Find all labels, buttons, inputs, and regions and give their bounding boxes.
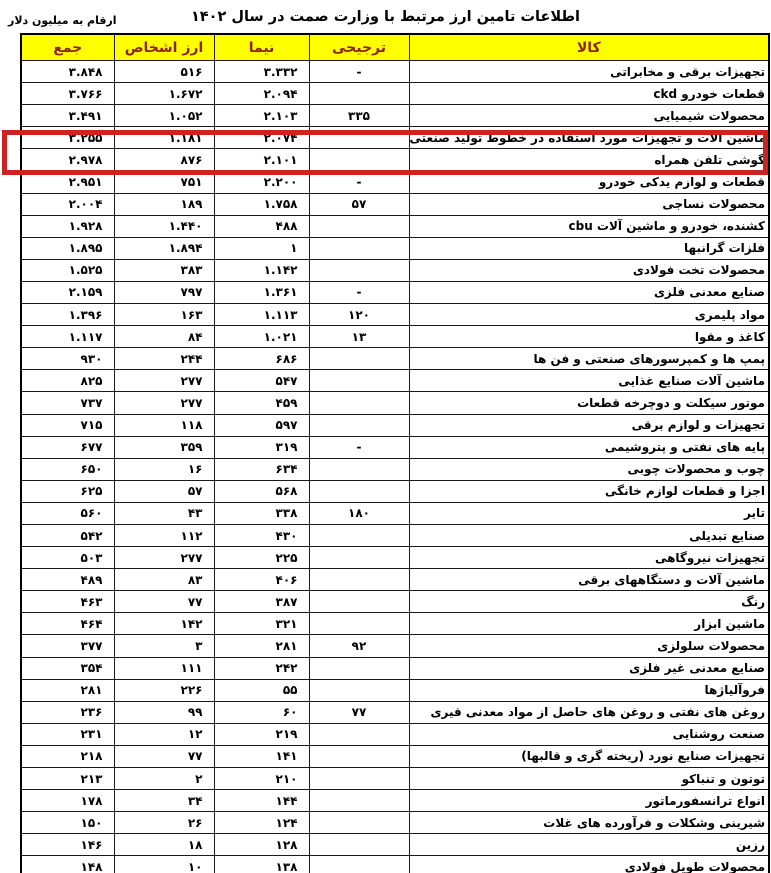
cell-personal: ۷۷ (114, 591, 214, 613)
cell-goods: فلزات گرانبها (409, 237, 769, 259)
cell-total: ۱.۸۹۵ (21, 237, 114, 259)
cell-personal: ۱.۴۴۰ (114, 215, 214, 237)
table-row (21, 127, 769, 149)
cell-personal: ۱۱۸ (114, 414, 214, 436)
cell-personal: ۹۹ (114, 701, 214, 723)
cell-personal: ۲۴۴ (114, 348, 214, 370)
table-row (21, 569, 769, 591)
cell-personal: ۱۶ (114, 458, 214, 480)
cell-total: ۱۷۸ (21, 790, 114, 812)
table-row (21, 326, 769, 348)
cell-total: ۳۷۷ (21, 635, 114, 657)
cell-preferential: ۱۸۰ (309, 502, 409, 524)
cell-total: ۳.۲۵۵ (21, 127, 114, 149)
cell-preferential (309, 83, 409, 105)
cell-preferential: ۳۳۵ (309, 105, 409, 127)
unit-note: ارقام به میلیون دلار (8, 14, 117, 27)
cell-goods: کاغذ و مقوا (409, 326, 769, 348)
cell-preferential (309, 768, 409, 790)
cell-preferential (309, 370, 409, 392)
table-body (21, 61, 769, 873)
cell-preferential (309, 215, 409, 237)
cell-nima: ۲۱۰ (214, 768, 309, 790)
cell-personal: ۲۶ (114, 812, 214, 834)
cell-nima: ۱۳۸ (214, 856, 309, 873)
cell-preferential (309, 856, 409, 873)
table-row (21, 745, 769, 767)
cell-total: ۶۷۷ (21, 436, 114, 458)
currency-table (20, 33, 770, 873)
cell-total: ۲۱۳ (21, 768, 114, 790)
cell-personal: ۵۱۶ (114, 61, 214, 83)
cell-total: ۲.۹۷۸ (21, 149, 114, 171)
cell-nima: ۳۲۱ (214, 613, 309, 635)
cell-goods: تجهیزات برقی و مخابراتی (409, 61, 769, 83)
table-row (21, 304, 769, 326)
cell-total: ۵۴۲ (21, 524, 114, 546)
cell-goods: پمپ ها و کمپرسورهای صنعتی و فن ها (409, 348, 769, 370)
cell-goods: کشنده، خودرو و ماشین آلات cbu (409, 215, 769, 237)
cell-personal: ۴۳ (114, 502, 214, 524)
table-row (21, 193, 769, 215)
table-row (21, 83, 769, 105)
cell-goods: چوب و محصولات چوبی (409, 458, 769, 480)
cell-nima: ۳.۳۳۲ (214, 61, 309, 83)
table-row (21, 524, 769, 546)
cell-personal: ۱.۱۸۱ (114, 127, 214, 149)
cell-total: ۶۵۰ (21, 458, 114, 480)
cell-goods: محصولات نساجی (409, 193, 769, 215)
cell-personal: ۲ (114, 768, 214, 790)
cell-personal: ۲۷۷ (114, 547, 214, 569)
table-row (21, 856, 769, 873)
cell-total: ۱۵۰ (21, 812, 114, 834)
cell-goods: صنایع معدنی فلزی (409, 281, 769, 303)
cell-preferential (309, 834, 409, 856)
cell-preferential: ۱۲۰ (309, 304, 409, 326)
cell-personal: ۸۷۶ (114, 149, 214, 171)
table-row (21, 723, 769, 745)
table-row (21, 458, 769, 480)
cell-goods: اجزا و قطعات لوازم خانگی (409, 480, 769, 502)
cell-personal: ۲۲۶ (114, 679, 214, 701)
cell-nima: ۶۰ (214, 701, 309, 723)
cell-preferential (309, 613, 409, 635)
cell-nima: ۲.۲۰۰ (214, 171, 309, 193)
cell-goods: گوشی تلفن همراه (409, 149, 769, 171)
cell-goods: ماشین آلات و دستگاههای برقی (409, 569, 769, 591)
cell-preferential (309, 569, 409, 591)
cell-personal: ۱۴۲ (114, 613, 214, 635)
table-row (21, 237, 769, 259)
cell-nima: ۲۴۲ (214, 657, 309, 679)
cell-nima: ۱.۱۱۳ (214, 304, 309, 326)
cell-nima: ۳۱۹ (214, 436, 309, 458)
cell-goods: پایه های نفتی و پتروشیمی (409, 436, 769, 458)
cell-total: ۱.۵۲۵ (21, 259, 114, 281)
cell-nima: ۴۰۶ (214, 569, 309, 591)
cell-nima: ۴۳۰ (214, 524, 309, 546)
cell-total: ۵۰۳ (21, 547, 114, 569)
cell-nima: ۵۴۷ (214, 370, 309, 392)
cell-personal: ۵۷ (114, 480, 214, 502)
table-row (21, 635, 769, 657)
cell-preferential: - (309, 281, 409, 303)
cell-nima: ۲۸۱ (214, 635, 309, 657)
cell-personal: ۱۱۲ (114, 524, 214, 546)
cell-nima: ۱۴۴ (214, 790, 309, 812)
cell-total: ۴۶۴ (21, 613, 114, 635)
cell-preferential: ۵۷ (309, 193, 409, 215)
table-row (21, 281, 769, 303)
cell-preferential (309, 414, 409, 436)
page-title: اطلاعات تامین ارز مرتبط با وزارت صمت در سال ۱۴۰۲ (190, 9, 581, 25)
cell-nima: ۱.۳۶۱ (214, 281, 309, 303)
cell-goods: ماشین آلات صنایع غذایی (409, 370, 769, 392)
cell-goods: صنایع تبدیلی (409, 524, 769, 546)
cell-goods: ماشین ابزار (409, 613, 769, 635)
cell-personal: ۱۲ (114, 723, 214, 745)
cell-preferential (309, 812, 409, 834)
cell-personal: ۱۸ (114, 834, 214, 856)
header-cell-personal: ارز اشخاص (114, 34, 214, 61)
cell-nima: ۱.۰۲۱ (214, 326, 309, 348)
table-row (21, 701, 769, 723)
cell-preferential: ۱۳ (309, 326, 409, 348)
cell-personal: ۱.۸۹۴ (114, 237, 214, 259)
cell-nima: ۲۱۹ (214, 723, 309, 745)
cell-total: ۲.۰۰۴ (21, 193, 114, 215)
cell-goods: محصولات طویل فولادی (409, 856, 769, 873)
cell-personal: ۸۳ (114, 569, 214, 591)
cell-preferential (309, 149, 409, 171)
table-row (21, 259, 769, 281)
cell-goods: تجهیزات صنایع نورد (ریخته گری و قالبها) (409, 745, 769, 767)
cell-personal: ۲۷۷ (114, 370, 214, 392)
cell-preferential (309, 237, 409, 259)
table-row (21, 436, 769, 458)
header-cell-nima: نیما (214, 34, 309, 61)
cell-preferential (309, 745, 409, 767)
cell-goods: مواد پلیمری (409, 304, 769, 326)
cell-goods: تجهیزات نیروگاهی (409, 547, 769, 569)
table-row (21, 414, 769, 436)
cell-total: ۳.۷۶۶ (21, 83, 114, 105)
cell-personal: ۳۸۳ (114, 259, 214, 281)
table-header-row (21, 34, 769, 61)
cell-goods: ماشین آلات و تجهیزات مورد استفاده در خطوط تولید صنعتی (409, 127, 769, 149)
table-row (21, 613, 769, 635)
cell-personal: ۳۴ (114, 790, 214, 812)
cell-nima: ۳۳۸ (214, 502, 309, 524)
cell-total: ۲.۱۵۹ (21, 281, 114, 303)
cell-nima: ۶۳۴ (214, 458, 309, 480)
cell-personal: ۸۴ (114, 326, 214, 348)
cell-nima: ۱۲۸ (214, 834, 309, 856)
cell-goods: قطعات و لوازم یدکی خودرو (409, 171, 769, 193)
table-row (21, 480, 769, 502)
cell-personal: ۳۵۹ (114, 436, 214, 458)
cell-total: ۱.۳۹۶ (21, 304, 114, 326)
cell-nima: ۴۸۸ (214, 215, 309, 237)
cell-goods: فروآلیاژها (409, 679, 769, 701)
cell-total: ۷۳۷ (21, 392, 114, 414)
cell-preferential (309, 458, 409, 480)
table-row (21, 679, 769, 701)
cell-goods: قطعات خودرو ckd (409, 83, 769, 105)
table-row (21, 370, 769, 392)
cell-nima: ۶۸۶ (214, 348, 309, 370)
cell-goods: تجهیزات و لوازم برقی (409, 414, 769, 436)
cell-personal: ۱۸۹ (114, 193, 214, 215)
header-cell-goods: کالا (409, 34, 769, 61)
table-row (21, 834, 769, 856)
cell-personal: ۱.۶۷۲ (114, 83, 214, 105)
cell-goods: انواع ترانسفورماتور (409, 790, 769, 812)
cell-nima: ۱.۷۵۸ (214, 193, 309, 215)
cell-total: ۱.۹۲۸ (21, 215, 114, 237)
table-row (21, 768, 769, 790)
cell-total: ۱۴۶ (21, 834, 114, 856)
cell-goods: شیرینی وشکلات و فرآورده های غلات (409, 812, 769, 834)
header-cell-preferential: ترجیحی (309, 34, 409, 61)
cell-goods: محصولات سلولزی (409, 635, 769, 657)
cell-nima: ۵۵ (214, 679, 309, 701)
cell-total: ۱۴۸ (21, 856, 114, 873)
cell-nima: ۳۸۷ (214, 591, 309, 613)
cell-nima: ۱۴۱ (214, 745, 309, 767)
cell-total: ۶۲۵ (21, 480, 114, 502)
cell-nima: ۱ (214, 237, 309, 259)
table-row-highlighted (21, 149, 769, 171)
cell-preferential (309, 547, 409, 569)
cell-personal: ۷۵۱ (114, 171, 214, 193)
cell-total: ۲۳۱ (21, 723, 114, 745)
cell-goods: تایر (409, 502, 769, 524)
cell-personal: ۷۹۷ (114, 281, 214, 303)
cell-personal: ۲۷۷ (114, 392, 214, 414)
cell-preferential: ۷۷ (309, 701, 409, 723)
cell-preferential (309, 480, 409, 502)
table-row (21, 392, 769, 414)
cell-preferential (309, 679, 409, 701)
cell-preferential (309, 259, 409, 281)
cell-total: ۲۸۱ (21, 679, 114, 701)
cell-total: ۹۳۰ (21, 348, 114, 370)
table-row (21, 171, 769, 193)
cell-preferential (309, 591, 409, 613)
cell-preferential: - (309, 61, 409, 83)
table-row (21, 812, 769, 834)
cell-total: ۲.۹۵۱ (21, 171, 114, 193)
cell-total: ۴۸۹ (21, 569, 114, 591)
cell-personal: ۳ (114, 635, 214, 657)
cell-goods: صنایع معدنی غیر فلزی (409, 657, 769, 679)
cell-personal: ۱۱۱ (114, 657, 214, 679)
cell-total: ۸۲۵ (21, 370, 114, 392)
cell-preferential (309, 524, 409, 546)
cell-goods: رزین (409, 834, 769, 856)
cell-nima: ۱.۱۴۲ (214, 259, 309, 281)
cell-preferential (309, 348, 409, 370)
cell-goods: موتور سیکلت و دوچرخه قطعات (409, 392, 769, 414)
cell-goods: توتون و تنباکو (409, 768, 769, 790)
cell-total: ۲۱۸ (21, 745, 114, 767)
cell-preferential (309, 657, 409, 679)
cell-total: ۱.۱۱۷ (21, 326, 114, 348)
cell-preferential (309, 127, 409, 149)
cell-total: ۴۶۳ (21, 591, 114, 613)
cell-nima: ۵۶۸ (214, 480, 309, 502)
table-row (21, 790, 769, 812)
table-row (21, 105, 769, 127)
cell-total: ۳.۸۴۸ (21, 61, 114, 83)
cell-nima: ۵۹۷ (214, 414, 309, 436)
cell-nima: ۲.۱۰۳ (214, 105, 309, 127)
cell-personal: ۷۷ (114, 745, 214, 767)
cell-preferential (309, 790, 409, 812)
cell-goods: محصولات شیمیایی (409, 105, 769, 127)
table-row (21, 61, 769, 83)
cell-nima: ۲.۱۰۱ (214, 149, 309, 171)
cell-total: ۳.۴۹۱ (21, 105, 114, 127)
cell-preferential: ۹۲ (309, 635, 409, 657)
cell-goods: صنعت روشنایی (409, 723, 769, 745)
cell-personal: ۱۰ (114, 856, 214, 873)
cell-goods: محصولات تخت فولادی (409, 259, 769, 281)
cell-total: ۷۱۵ (21, 414, 114, 436)
cell-goods: رنگ (409, 591, 769, 613)
table-row (21, 657, 769, 679)
cell-preferential: - (309, 436, 409, 458)
cell-nima: ۲.۰۹۴ (214, 83, 309, 105)
cell-preferential: - (309, 171, 409, 193)
cell-preferential (309, 723, 409, 745)
table-row (21, 591, 769, 613)
table-row (21, 348, 769, 370)
table-row (21, 502, 769, 524)
cell-nima: ۲۲۵ (214, 547, 309, 569)
cell-nima: ۲.۰۷۴ (214, 127, 309, 149)
cell-goods: روغن های نفتی و روغن های حاصل از مواد معدنی قیری (409, 701, 769, 723)
cell-total: ۲۳۶ (21, 701, 114, 723)
header-cell-total: جمع (21, 34, 114, 61)
cell-total: ۵۶۰ (21, 502, 114, 524)
cell-personal: ۱۶۳ (114, 304, 214, 326)
cell-nima: ۱۲۴ (214, 812, 309, 834)
table-row (21, 547, 769, 569)
cell-total: ۳۵۴ (21, 657, 114, 679)
cell-nima: ۴۵۹ (214, 392, 309, 414)
cell-preferential (309, 392, 409, 414)
table-row (21, 215, 769, 237)
cell-personal: ۱.۰۵۲ (114, 105, 214, 127)
